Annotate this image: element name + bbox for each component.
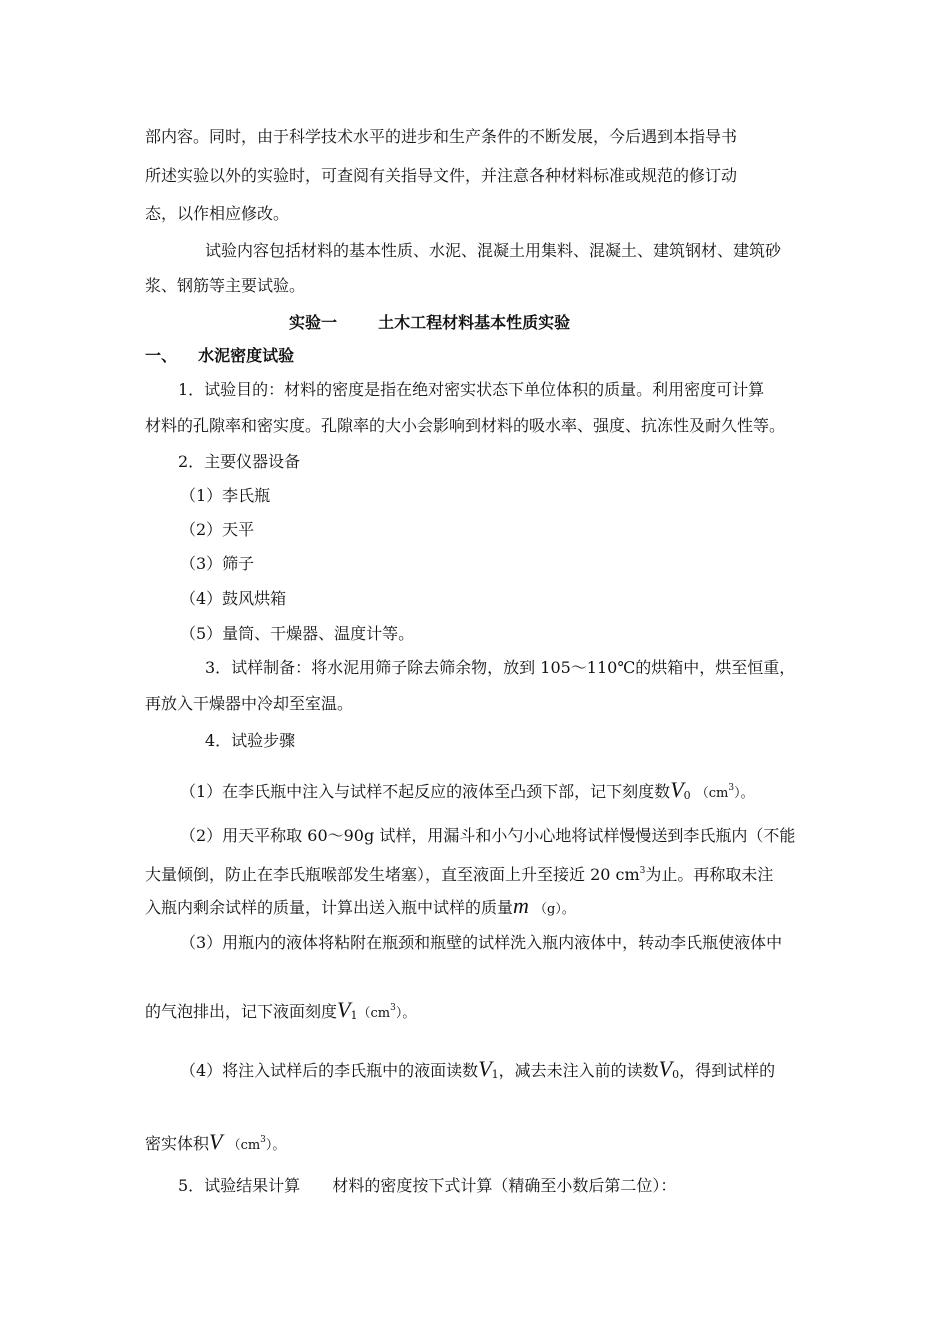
section-title: 水泥密度试验 — [198, 346, 295, 365]
prep-line-2: 再放入干燥器中冷却至室温。 — [145, 694, 354, 713]
v1-symbol: V — [337, 997, 351, 1022]
experiment-heading — [289, 313, 570, 333]
step-1-unit: $(cm^3)$。 — [695, 783, 754, 801]
result-heading — [178, 1176, 676, 1196]
step-2-line-1: （2）用天平称取 60～90g 试样，用漏斗和小勺小心地将试样慢慢送到李氏瓶内（不能 — [180, 826, 796, 845]
experiment-title: 土木工程材料基本性质实验 — [378, 313, 571, 332]
purpose-line-2: 材料的孔隙率和密实度。孔隙率的大小会影响到材料的吸水率、强度、抗冻性及耐久性等。 — [145, 416, 786, 435]
equipment-heading: 2．主要仪器设备 — [178, 452, 301, 471]
equipment-item-4: （4）鼓风烘箱 — [180, 589, 287, 608]
intro-line-1: 部内容。同时，由于科学技术水平的进步和生产条件的不断发展，今后遇到本指导书 — [145, 127, 738, 146]
steps-heading: 4．试验步骤 — [205, 731, 296, 750]
section-number: 一、 — [145, 346, 178, 365]
equipment-item-2: （2）天平 — [180, 520, 255, 539]
v0-symbol-step4: V — [658, 1056, 673, 1081]
intro-line-5: 浆、钢筋等主要试验。 — [145, 276, 306, 295]
v1-symbol-step4: V — [478, 1056, 492, 1081]
intro-line-4: 试验内容包括材料的基本性质、水泥、混凝土用集料、混凝土、建筑钢材、建筑砂 — [205, 241, 782, 260]
intro-line-2: 所述实验以外的实验时，可查阅有关指导文件，并注意各种材料标准或规范的修订动 — [145, 166, 738, 185]
step-1 — [180, 778, 754, 806]
v0-symbol: V — [670, 777, 684, 802]
intro-line-3: 态，以作相应修改。 — [145, 204, 290, 223]
m-symbol: m — [513, 893, 529, 918]
step-1-text: （1）在李氏瓶中注入与试样不起反应的液体至凸颈下部，记下刻度数 — [180, 782, 671, 801]
equipment-item-5: （5）量筒、干燥器、温度计等。 — [180, 624, 415, 643]
v-symbol: V — [209, 1129, 223, 1154]
purpose-line-1: 1．试验目的：材料的密度是指在绝对密实状态下单位体积的质量。利用密度可计算 — [178, 380, 765, 399]
step-2-line-3: 入瓶内剩余试样的质量，计算出送入瓶中试样的质量m （g）。 — [145, 893, 575, 918]
prep-line-1: 3．试样制备：将水泥用筛子除去筛余物，放到 105～110℃的烘箱中，烘至恒重， — [205, 658, 796, 677]
result-text: 材料的密度按下式计算（精确至小数后第二位）： — [332, 1176, 677, 1195]
step-4-line-2: 密实体积V $(cm^3)$。 — [145, 1129, 286, 1154]
result-label: 5．试验结果计算 — [178, 1176, 301, 1195]
section-heading — [145, 346, 294, 366]
equipment-item-3: （3）筛子 — [180, 554, 255, 573]
v1-subscript: 1 — [350, 1009, 358, 1022]
step-4-line-1: （4）将注入试样后的李氏瓶中的液面读数V1，减去未注入前的读数V0，得到试样的 — [180, 1056, 776, 1081]
step-3-line-2: 的气泡排出，记下液面刻度$V1(cm^3)$。 — [145, 997, 416, 1022]
equipment-item-1: （1）李氏瓶 — [180, 486, 271, 505]
v0-subscript: 0 — [683, 789, 691, 802]
step-3-line-1: （3）用瓶内的液体将粘附在瓶颈和瓶壁的试样洗入瓶内液体中，转动李氏瓶使液体中 — [180, 933, 783, 952]
step-2-line-2: 大量倾倒，防止在李氏瓶喉部发生堵塞），直至液面上升至接近 20 $cm^3$为止。再称取未注 — [145, 865, 774, 884]
experiment-label: 实验一 — [289, 313, 338, 332]
